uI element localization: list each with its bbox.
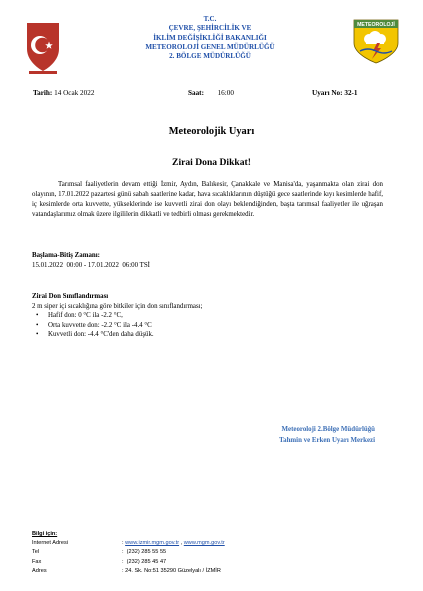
signature-line-1: Meteoroloji 2.Bölge Müdürlüğü — [281, 426, 375, 433]
warning-number-label: Uyarı No: — [312, 89, 343, 97]
signature-line-2: Tahmin ve Erken Uyarı Merkezi — [279, 437, 375, 444]
footer-label: Adres — [32, 567, 47, 574]
mgm-website-link[interactable]: www.mgm.gov.tr — [183, 540, 225, 547]
list-item — [32, 330, 203, 340]
footer-row-tel — [32, 548, 225, 557]
warning-number-row — [312, 89, 358, 97]
footer-value: : 24. Sk. No:51 35290 Güzelyalı / İZMİR — [122, 567, 221, 574]
institution-line: 2. BÖLGE MÜDÜRLÜĞÜ — [169, 52, 251, 61]
time-value: 16:00 — [217, 89, 234, 97]
footer-row-address — [32, 567, 225, 576]
period-label: Başlama-Bitiş Zamanı: — [32, 252, 100, 259]
institution-line: ÇEVRE, ŞEHİRCİLİK VE — [168, 24, 252, 33]
footer-label: Tel — [32, 549, 40, 556]
logo-text: METEOROLOJİ — [357, 22, 395, 29]
bullet-icon: • — [36, 312, 39, 320]
warning-paragraph — [32, 180, 383, 220]
institution-line: METEOROLOJİ GENEL MÜDÜRLÜĞÜ — [145, 42, 275, 51]
institution-heading — [110, 15, 310, 61]
list-item — [32, 321, 203, 331]
turkish-crest-icon — [21, 19, 65, 75]
classification-intro: 2 m siper içi sıcaklığına göre bitkiler için don sınıflandırması; — [32, 302, 203, 310]
document-title: Meteorolojik Uyarı — [168, 126, 255, 137]
institution-line: İKLİM DEĞİŞİKLİĞİ BAKANLIĞI — [153, 33, 267, 42]
footer-value: : (232) 285 45 47 — [122, 558, 167, 565]
period-value: 15.01.2022 00:00 - 17.01.2022 06:00 TSİ — [32, 261, 150, 269]
footer-separator: , — [179, 540, 184, 547]
meteoroloji-logo-icon — [350, 17, 402, 65]
footer-row-fax — [32, 558, 225, 567]
footer-heading: Bilgi için: — [32, 531, 58, 537]
bullet-icon: • — [36, 331, 39, 339]
period-section — [32, 251, 150, 270]
warning-number-value: 32-1 — [344, 89, 358, 97]
footer-label: Internet Adresi — [32, 540, 69, 547]
date-row — [33, 89, 94, 97]
classification-label: Zirai Don Sınıflandırması — [32, 293, 109, 300]
classification-item-light: Hafif don: 0 °C ila -2.2 °C, — [48, 312, 123, 320]
izmir-website-link[interactable]: www.izmir.mgm.gov.tr — [125, 540, 180, 547]
classification-item-strong: Kuvvetli don: -4.4 °C'den daha düşük. — [48, 331, 154, 339]
footer-label: Fax — [32, 558, 42, 565]
footer-colon: : — [122, 540, 126, 547]
institution-line: T.C. — [203, 15, 217, 23]
list-item — [32, 311, 203, 321]
classification-item-moderate: Orta kuvvette don: -2.2 °C ila -4.4 °C — [48, 321, 152, 329]
signature-block — [220, 424, 375, 446]
footer-row-internet — [32, 539, 225, 548]
date-label: Tarih: — [33, 89, 53, 97]
warning-text: Tarımsal faaliyetlerin devam ettiği İzmir, Aydın, Balıkesir, Çanakkale ve Manisa'da, yaşanmakta olan zirai don olayının, 17.01.2022 pazartesi günü sabah saatlerine kadar, hava sıcaklıklarının düştüğü gece saatlerinde kıyı kesimlerde hafif, iç kesimlerde orta kuvvette, yükseklerinde ise kuvvetli zirai don olayı beklendiğinden, başta tarımsal faaliyetler ile uğraşan vatandaşlarımız olmak üzere ilgililerin dikkatli ve tedbirli olması gerekmektedir. — [32, 181, 383, 219]
document-subtitle: Zirai Dona Dikkat! — [172, 157, 251, 168]
classification-list — [32, 311, 203, 340]
bullet-icon: • — [36, 321, 39, 329]
contact-footer — [32, 530, 225, 576]
footer-value: : (232) 285 55 55 — [122, 549, 167, 556]
date-value: 14 Ocak 2022 — [54, 89, 95, 97]
classification-section — [32, 292, 203, 340]
time-row — [188, 89, 234, 97]
time-label: Saat: — [188, 89, 204, 97]
